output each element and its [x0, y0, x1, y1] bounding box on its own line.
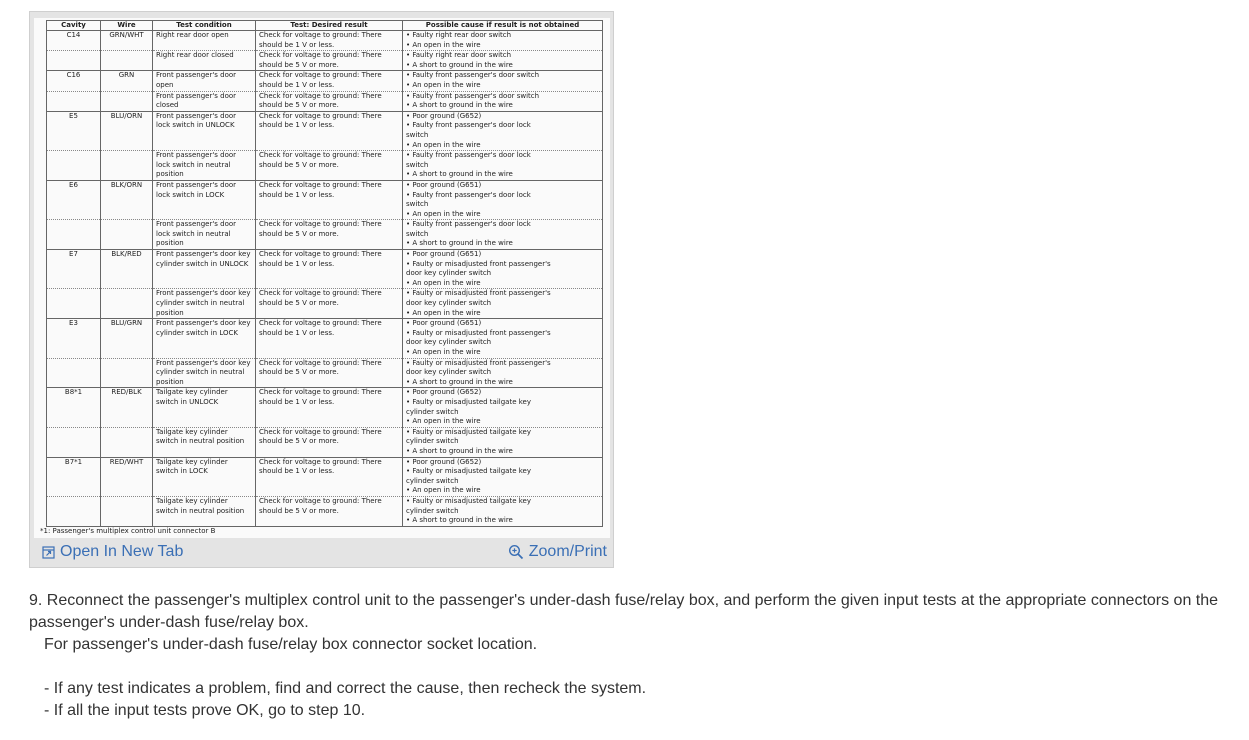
- possible-cause-cell: [403, 388, 603, 427]
- cause-line: • An open in the wire: [406, 140, 481, 149]
- cause-line: • Faulty or misadjusted front passenger's: [406, 259, 551, 268]
- input-test-table: [46, 20, 603, 527]
- cavity-cell: E6: [47, 180, 101, 219]
- cause-line: • Poor ground (G651): [406, 319, 482, 328]
- cause-line: door key cylinder switch: [406, 338, 492, 347]
- cavity-cell: [47, 151, 101, 181]
- step-9-bullet-problem: - If any test indicates a problem, find and correct the cause, then recheck the system.: [44, 680, 647, 697]
- cause-line: • Poor ground (G652): [406, 111, 482, 120]
- desired-result-cell: Check for voltage to ground: There should be 1 V or less.: [256, 457, 403, 496]
- test-condition-cell: Right rear door open: [153, 31, 256, 51]
- possible-cause-cell: [403, 91, 603, 111]
- table-row: [47, 51, 603, 71]
- possible-cause-cell: [403, 180, 603, 219]
- cause-line: • Poor ground (G652): [406, 457, 482, 466]
- table-footnote: *1: Passenger's multiplex control unit connector B: [40, 527, 216, 535]
- cause-line: • Faulty or misadjusted front passenger's: [406, 289, 551, 298]
- possible-cause-cell: [403, 496, 603, 526]
- cavity-cell: B7*1: [47, 457, 101, 496]
- test-condition-cell: Front passenger's door open: [153, 71, 256, 91]
- possible-cause-cell: [403, 111, 603, 150]
- test-condition-cell: Front passenger's door closed: [153, 91, 256, 111]
- wire-cell: [101, 51, 153, 71]
- cause-line: • Faulty right rear door switch: [406, 31, 512, 39]
- table-row: [47, 31, 603, 51]
- figure-frame: [29, 11, 614, 568]
- desired-result-cell: Check for voltage to ground: There should be 1 V or less.: [256, 250, 403, 289]
- table-row: [47, 496, 603, 526]
- test-condition-cell: Tailgate key cylinder switch in neutral position: [153, 427, 256, 457]
- table-row: [47, 250, 603, 289]
- desired-result-cell: Check for voltage to ground: There should be 1 V or less.: [256, 388, 403, 427]
- cause-line: • Faulty front passenger's door switch: [406, 91, 540, 100]
- cavity-cell: [47, 289, 101, 319]
- possible-cause-cell: [403, 427, 603, 457]
- wire-cell: [101, 151, 153, 181]
- cause-line: • Faulty or misadjusted tailgate key: [406, 496, 531, 505]
- table-row: [47, 319, 603, 358]
- cause-line: cylinder switch: [406, 506, 459, 515]
- header-wire: Wire: [101, 21, 153, 31]
- cause-line: • Faulty or misadjusted tailgate key: [406, 467, 531, 476]
- cause-line: • An open in the wire: [406, 40, 481, 49]
- table-row: [47, 457, 603, 496]
- header-possible-cause: Possible cause if result is not obtained: [403, 21, 603, 31]
- table-row: [47, 388, 603, 427]
- wire-cell: BLU/GRN: [101, 319, 153, 358]
- possible-cause-cell: [403, 319, 603, 358]
- cause-line: • Faulty front passenger's door switch: [406, 71, 540, 80]
- cause-line: door key cylinder switch: [406, 269, 492, 278]
- step-9-bullet-ok: - If all the input tests prove OK, go to step 10.: [44, 702, 366, 719]
- test-condition-cell: Tailgate key cylinder switch in UNLOCK: [153, 388, 256, 427]
- wire-cell: [101, 427, 153, 457]
- table-row: [47, 180, 603, 219]
- test-condition-cell: Tailgate key cylinder switch in neutral position: [153, 496, 256, 526]
- cause-line: • A short to ground in the wire: [406, 170, 513, 179]
- cause-line: • An open in the wire: [406, 308, 481, 317]
- cause-line: switch: [406, 229, 429, 238]
- cause-line: • An open in the wire: [406, 486, 481, 495]
- table-row: [47, 358, 603, 388]
- desired-result-cell: Check for voltage to ground: There should be 1 V or less.: [256, 319, 403, 358]
- desired-result-cell: Check for voltage to ground: There should be 5 V or more.: [256, 91, 403, 111]
- cavity-cell: E5: [47, 111, 101, 150]
- desired-result-cell: Check for voltage to ground: There should be 1 V or less.: [256, 111, 403, 150]
- cavity-cell: [47, 51, 101, 71]
- cause-line: • Faulty or misadjusted front passenger's: [406, 358, 551, 367]
- desired-result-cell: Check for voltage to ground: There should be 5 V or more.: [256, 358, 403, 388]
- wire-cell: [101, 289, 153, 319]
- possible-cause-cell: [403, 220, 603, 250]
- header-test-condition: Test condition: [153, 21, 256, 31]
- new-tab-icon: [42, 546, 55, 559]
- desired-result-cell: Check for voltage to ground: There should be 1 V or less.: [256, 180, 403, 219]
- test-condition-cell: Front passenger's door lock switch in neutral position: [153, 220, 256, 250]
- magnifier-icon: [508, 544, 524, 560]
- desired-result-cell: Check for voltage to ground: There should be 5 V or more.: [256, 151, 403, 181]
- test-condition-cell: Right rear door closed: [153, 51, 256, 71]
- table-row: [47, 289, 603, 319]
- possible-cause-cell: [403, 31, 603, 51]
- test-condition-cell: Tailgate key cylinder switch in LOCK: [153, 457, 256, 496]
- table-row: [47, 151, 603, 181]
- step-9-text: 9. Reconnect the passenger's multiplex control unit to the passenger's under-dash fuse/relay box, and perform the given input tests at the appropriate connectors on the passenger's under-dash fuse/relay box.: [29, 592, 1219, 631]
- possible-cause-cell: [403, 457, 603, 496]
- wire-cell: [101, 220, 153, 250]
- wire-cell: [101, 358, 153, 388]
- wire-cell: GRN/WHT: [101, 31, 153, 51]
- wire-cell: RED/BLK: [101, 388, 153, 427]
- test-condition-cell: Front passenger's door lock switch in LOCK: [153, 180, 256, 219]
- possible-cause-cell: [403, 250, 603, 289]
- cause-line: switch: [406, 160, 429, 169]
- table-row: [47, 220, 603, 250]
- cavity-cell: [47, 91, 101, 111]
- wire-cell: GRN: [101, 71, 153, 91]
- table-body: [47, 31, 603, 527]
- cause-line: • An open in the wire: [406, 278, 481, 287]
- cause-line: • Faulty right rear door switch: [406, 51, 512, 60]
- open-in-new-tab-label: Open In New Tab: [60, 543, 184, 560]
- cause-line: switch: [406, 130, 429, 139]
- wire-cell: BLK/RED: [101, 250, 153, 289]
- cavity-cell: [47, 220, 101, 250]
- test-condition-cell: Front passenger's door key cylinder switch in neutral position: [153, 358, 256, 388]
- cause-line: • Faulty front passenger's door lock: [406, 151, 531, 160]
- spec-table-image: [34, 18, 610, 538]
- table-header-row: [47, 21, 603, 31]
- test-condition-cell: Front passenger's door key cylinder switch in LOCK: [153, 319, 256, 358]
- wire-cell: [101, 496, 153, 526]
- desired-result-cell: Check for voltage to ground: There should be 5 V or more.: [256, 220, 403, 250]
- table-row: [47, 111, 603, 150]
- test-condition-cell: Front passenger's door lock switch in neutral position: [153, 151, 256, 181]
- possible-cause-cell: [403, 151, 603, 181]
- figure-links-bar: [30, 539, 613, 567]
- header-desired-result: Test: Desired result: [256, 21, 403, 31]
- cause-line: • A short to ground in the wire: [406, 446, 513, 455]
- cause-line: • A short to ground in the wire: [406, 377, 513, 386]
- cavity-cell: E7: [47, 250, 101, 289]
- cause-line: cylinder switch: [406, 407, 459, 416]
- possible-cause-cell: [403, 289, 603, 319]
- cause-line: • An open in the wire: [406, 417, 481, 426]
- cause-line: • An open in the wire: [406, 80, 481, 89]
- cause-line: • A short to ground in the wire: [406, 239, 513, 248]
- cavity-cell: [47, 427, 101, 457]
- cause-line: • A short to ground in the wire: [406, 101, 513, 110]
- test-condition-cell: Front passenger's door key cylinder switch in neutral position: [153, 289, 256, 319]
- header-cavity: Cavity: [47, 21, 101, 31]
- test-condition-cell: Front passenger's door lock switch in UNLOCK: [153, 111, 256, 150]
- step-9-note: For passenger's under-dash fuse/relay box connector socket location.: [44, 636, 538, 653]
- wire-cell: RED/WHT: [101, 457, 153, 496]
- cause-line: • Faulty front passenger's door lock: [406, 121, 531, 130]
- zoom-print-link[interactable]: [508, 543, 607, 561]
- cause-line: • Faulty front passenger's door lock: [406, 220, 531, 229]
- cause-line: cylinder switch: [406, 476, 459, 485]
- cause-line: door key cylinder switch: [406, 299, 492, 308]
- cavity-cell: [47, 358, 101, 388]
- cavity-cell: C16: [47, 71, 101, 91]
- desired-result-cell: Check for voltage to ground: There should be 1 V or less.: [256, 71, 403, 91]
- cause-line: • Faulty or misadjusted tailgate key: [406, 397, 531, 406]
- cause-line: • Faulty or misadjusted front passenger's: [406, 328, 551, 337]
- cause-line: • Faulty front passenger's door lock: [406, 190, 531, 199]
- procedure-step: [29, 590, 1229, 722]
- cause-line: • An open in the wire: [406, 209, 481, 218]
- cause-line: • A short to ground in the wire: [406, 60, 513, 69]
- cause-line: door key cylinder switch: [406, 368, 492, 377]
- cause-line: • Poor ground (G652): [406, 388, 482, 397]
- table-row: [47, 427, 603, 457]
- cause-line: cylinder switch: [406, 437, 459, 446]
- desired-result-cell: Check for voltage to ground: There should be 5 V or more.: [256, 427, 403, 457]
- cause-line: • Poor ground (G651): [406, 250, 482, 259]
- open-in-new-tab-link[interactable]: [42, 543, 183, 561]
- desired-result-cell: Check for voltage to ground: There should be 5 V or more.: [256, 496, 403, 526]
- zoom-print-label: Zoom/Print: [528, 543, 607, 560]
- cavity-cell: E3: [47, 319, 101, 358]
- cavity-cell: [47, 496, 101, 526]
- cause-line: switch: [406, 200, 429, 209]
- cavity-cell: C14: [47, 31, 101, 51]
- wire-cell: BLU/ORN: [101, 111, 153, 150]
- cause-line: • A short to ground in the wire: [406, 516, 513, 525]
- desired-result-cell: Check for voltage to ground: There should be 5 V or more.: [256, 51, 403, 71]
- possible-cause-cell: [403, 71, 603, 91]
- cavity-cell: B8*1: [47, 388, 101, 427]
- cause-line: • Faulty or misadjusted tailgate key: [406, 427, 531, 436]
- cause-line: • Poor ground (G651): [406, 180, 482, 189]
- wire-cell: [101, 91, 153, 111]
- desired-result-cell: Check for voltage to ground: There should be 1 V or less.: [256, 31, 403, 51]
- possible-cause-cell: [403, 51, 603, 71]
- wire-cell: BLK/ORN: [101, 180, 153, 219]
- table-row: [47, 91, 603, 111]
- cause-line: • An open in the wire: [406, 348, 481, 356]
- table-row: [47, 71, 603, 91]
- desired-result-cell: Check for voltage to ground: There should be 5 V or more.: [256, 289, 403, 319]
- test-condition-cell: Front passenger's door key cylinder switch in UNLOCK: [153, 250, 256, 289]
- possible-cause-cell: [403, 358, 603, 388]
